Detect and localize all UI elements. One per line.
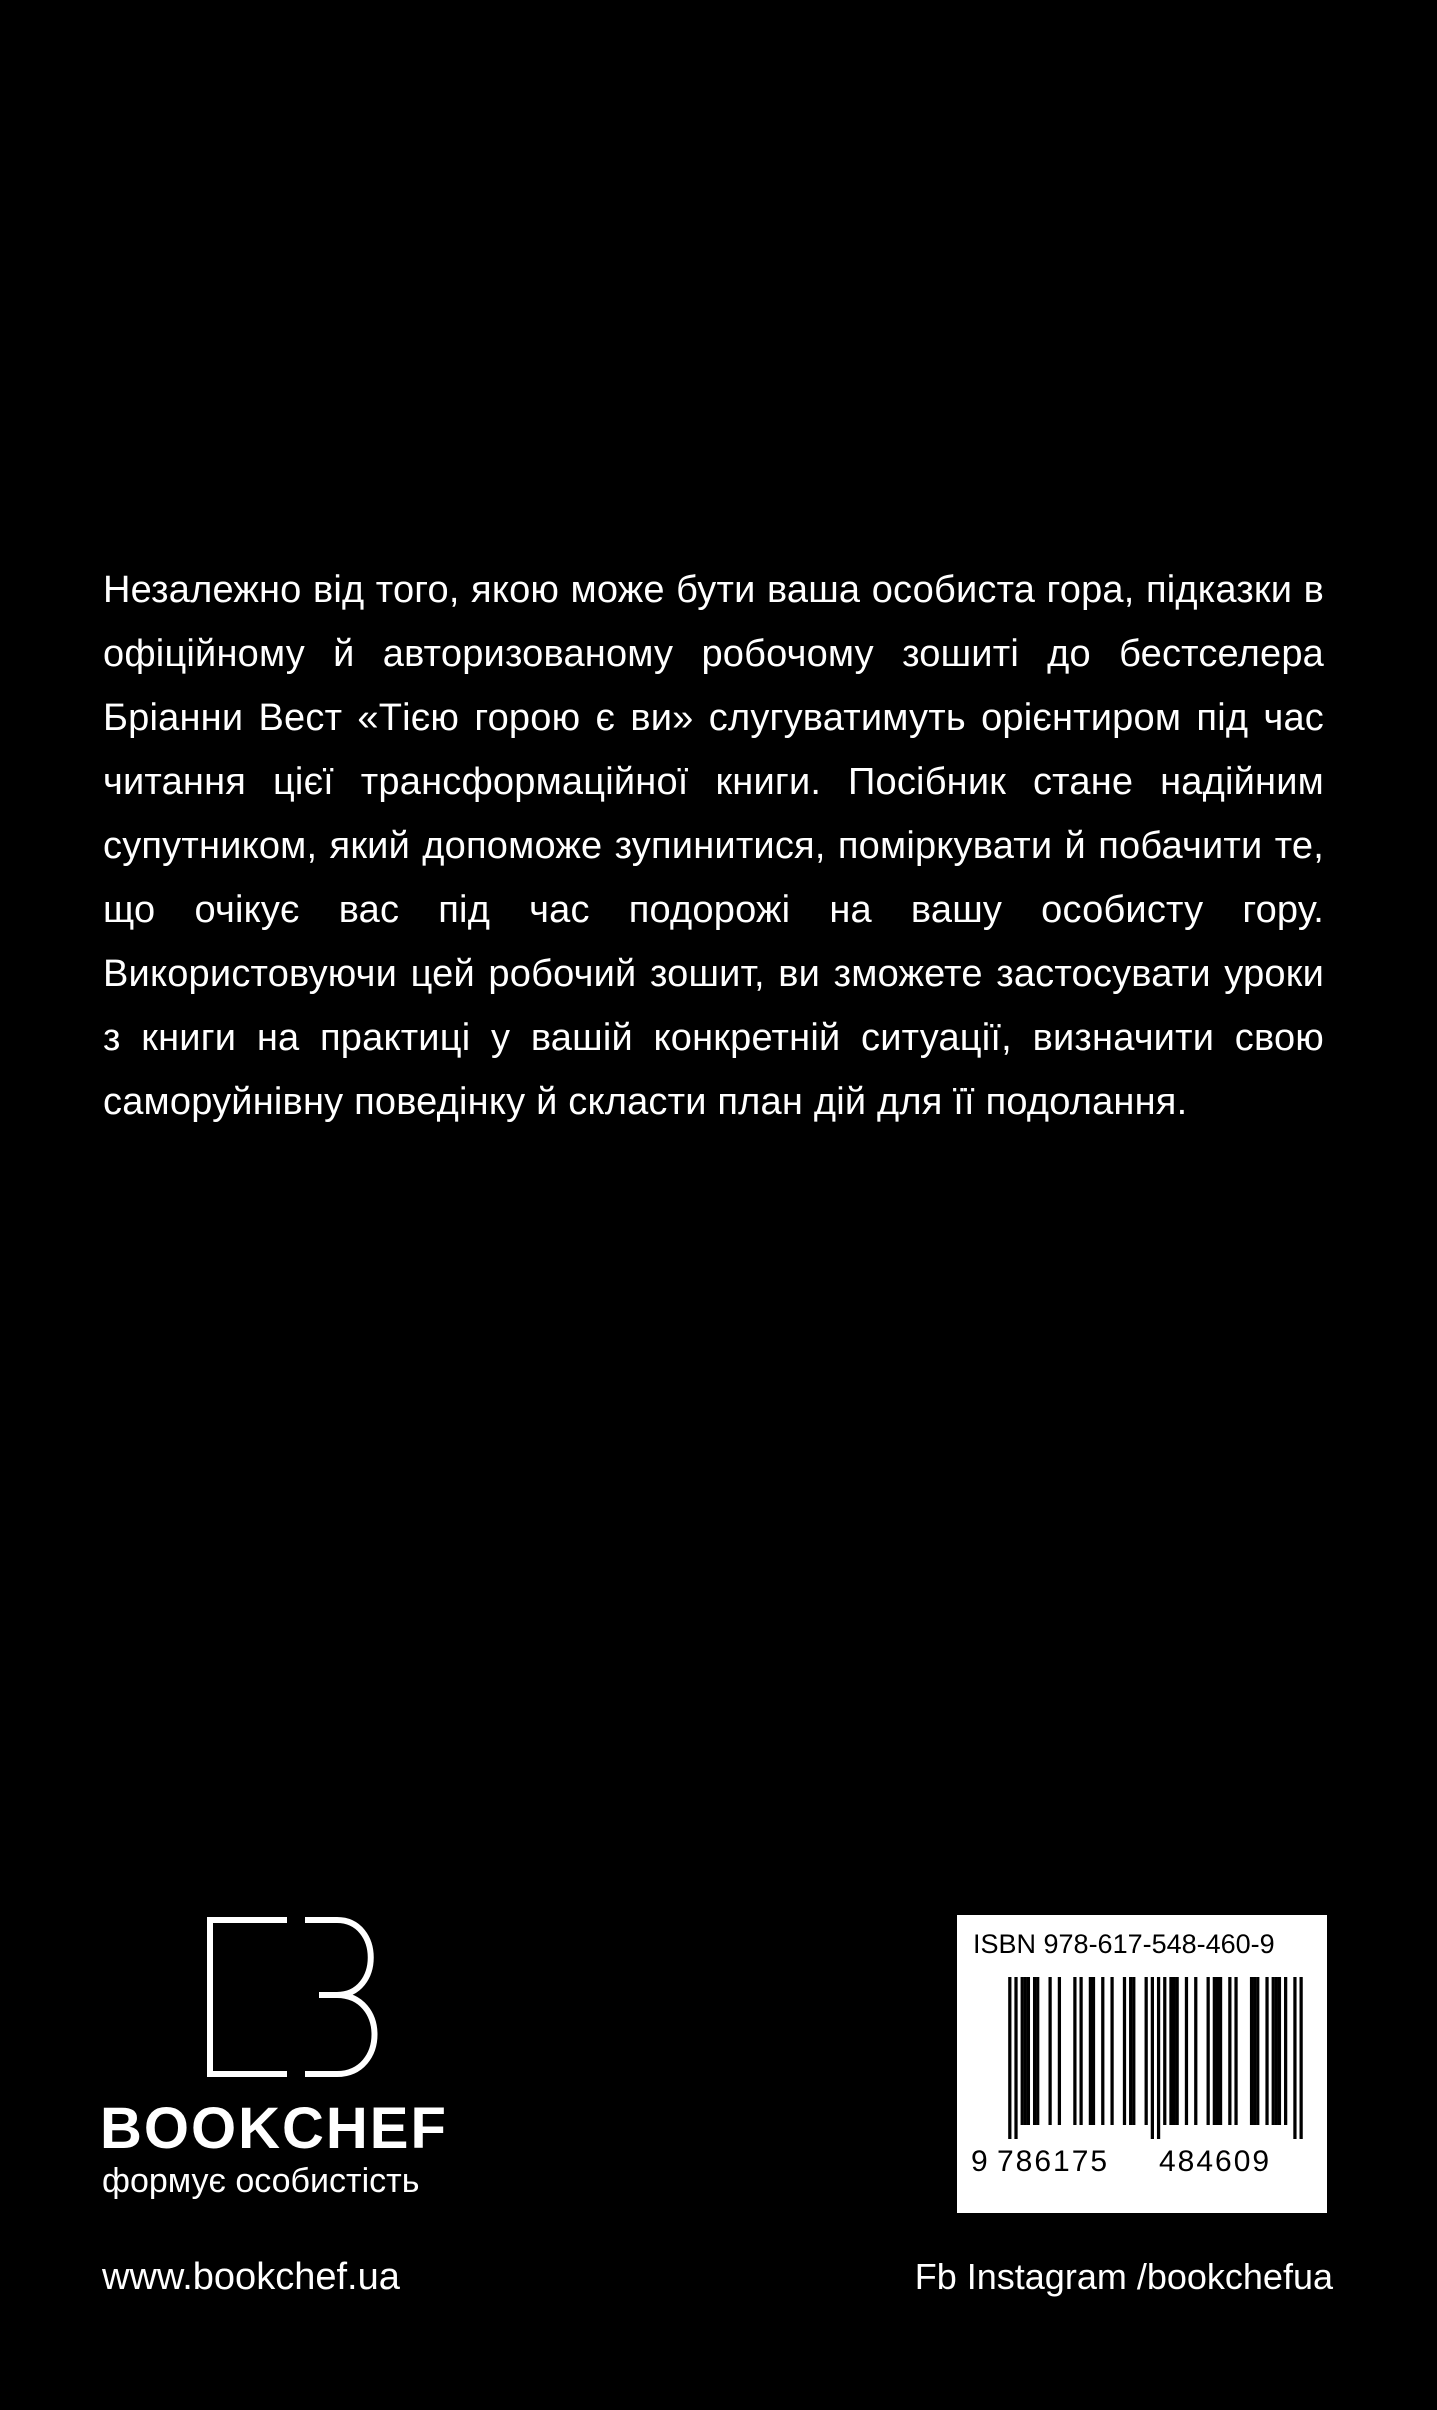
barcode-bar <box>1101 1977 1104 2125</box>
brand-name: BOOKCHEF <box>100 2096 448 2161</box>
barcode-bar <box>1079 1977 1082 2125</box>
barcode-bar <box>1300 1977 1303 2139</box>
barcode-bar <box>1014 1977 1017 2139</box>
barcode-digits <box>971 2141 1315 2183</box>
barcode-bar <box>1132 1977 1135 2125</box>
barcode-bar <box>1265 1977 1268 2125</box>
barcode-bar <box>1219 1977 1222 2125</box>
barcode-bar <box>1145 1977 1148 2125</box>
bookchef-logo-icon <box>207 1917 387 2077</box>
barcode-bar <box>1123 1977 1126 2125</box>
barcode-bar <box>1024 1977 1027 2125</box>
barcode-bar <box>1151 1977 1154 2139</box>
barcode-bar <box>1058 1977 1061 2125</box>
barcode-bars-icon <box>971 1977 1315 2139</box>
barcode-bar <box>1021 1977 1024 2125</box>
isbn-barcode <box>957 1915 1327 2213</box>
barcode-digit-first: 9 <box>971 2145 988 2178</box>
publisher-website: www.bookchef.ua <box>102 2256 400 2298</box>
barcode-bar <box>1092 1977 1095 2125</box>
barcode-bar <box>1213 1977 1216 2125</box>
barcode-bar <box>1250 1977 1253 2125</box>
barcode-bar <box>1293 1977 1296 2139</box>
barcode-bar <box>1157 1977 1160 2139</box>
barcode-bar <box>1176 1977 1179 2125</box>
barcode-bar <box>1008 1977 1011 2139</box>
barcode-bar <box>1129 1977 1132 2125</box>
publisher-social: Fb Instagram /bookchefua <box>914 2256 1333 2297</box>
publisher-logo <box>100 1917 560 2217</box>
barcode-bar <box>1172 1977 1175 2125</box>
barcode-bar <box>1256 1977 1259 2125</box>
isbn-label: ISBN 978-617-548-460-9 <box>973 1929 1275 1959</box>
brand-tagline: формує особистість <box>102 2162 420 2200</box>
barcode-bar <box>1073 1977 1076 2125</box>
barcode-digits-right: 484609 <box>1159 2145 1272 2178</box>
barcode-bar <box>1234 1977 1237 2125</box>
barcode-bar <box>1110 1977 1113 2125</box>
barcode-bar <box>1036 1977 1039 2125</box>
barcode-digits-left: 786175 <box>997 2145 1110 2178</box>
barcode-bar <box>1275 1977 1278 2125</box>
barcode-bar <box>1207 1977 1210 2125</box>
back-cover-description: Незалежно від того, якою може бути ваша особиста гора, підказки в офіційному й авторизованому робочому зошиті до бестселера Бріанни Вест «Тією горою є ви» слугуватимуть орієнтиром під час читання цієї трансформаційної книги. Посібник стане надійним супутником, який допоможе зупинитися, поміркувати й побачити те, що очікує вас під час подорожі на вашу особисту гору. Використовуючи цей робочий зошит, ви зможете застосувати уроки з книги на практиці у вашій конкретній ситуації, визначити свою саморуйнівну поведінку й скласти план дій для її подолання. <box>103 569 1324 1123</box>
barcode-bar <box>1169 1977 1172 2125</box>
barcode-bar <box>1163 1977 1166 2125</box>
barcode-bar <box>1253 1977 1256 2125</box>
barcode-bar <box>1027 1977 1030 2125</box>
barcode-bar <box>1033 1977 1036 2125</box>
barcode-bar <box>1272 1977 1275 2125</box>
barcode-bar <box>1216 1977 1219 2125</box>
barcode-bar <box>1048 1977 1051 2125</box>
barcode-bar <box>1089 1977 1092 2125</box>
barcode-bar <box>1185 1977 1188 2125</box>
barcode-bar <box>1278 1977 1281 2125</box>
barcode-bar <box>1228 1977 1231 2125</box>
barcode-bar <box>1194 1977 1197 2125</box>
barcode-bar <box>1284 1977 1287 2125</box>
